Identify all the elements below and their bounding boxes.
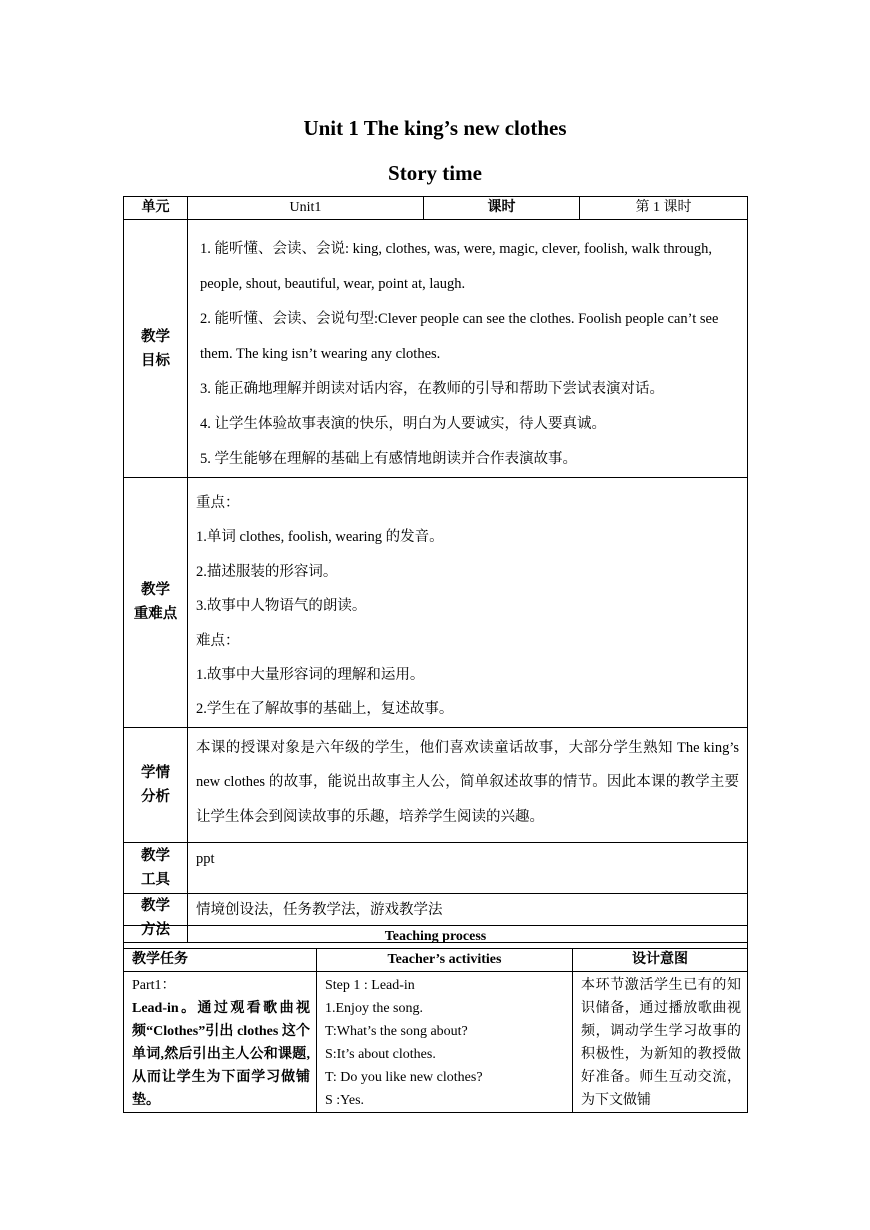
process-heading: Teaching process [124,926,748,949]
analysis-text: 本课的授课对象是六年级的学生，他们喜欢读童话故事，大部分学生熟知 The king’s new clothes 的故事，能说出故事主人公，简单叙述故事的情节。因此本课的教学主要让学生体会到阅读故事的乐趣，培养学生阅读的兴趣。 [188,727,748,842]
key-point-item: 1.故事中大量形容词的理解和运用。 [196,667,425,684]
unit-value: Unit1 [188,197,424,220]
key-point-item: 1.单词 clothes, foolish, wearing 的发音。 [196,529,444,546]
goal-item: 3. 能正确地理解并朗读对话内容，在教师的引导和帮助下尝试表演对话。 [200,381,664,397]
period-value: 第 1 课时 [580,197,748,220]
col-activities-header: Teacher’s activities [317,949,573,972]
document-title: Unit 1 The king’s new clothes [303,116,567,140]
intent-cell: 本环节激活学生已有的知识储备，通过播放歌曲视频，调动学生学习故事的积极性，为新知的教授做好准备。师生互动交流，为下文做铺 [573,972,748,1113]
goal-item: 1. 能听懂、会读、会说: king, clothes, was, were, magic, clever, foolish, walk through, people, shout, beautiful, wear, point at, laugh. [200,241,713,292]
process-row [124,972,748,1113]
key-point-item: 难点： [196,632,240,649]
key-point-item: 重点： [196,495,240,511]
activity-line: T: Do you like new clothes? [325,1070,483,1085]
task-description: Lead-in。通过观看歌曲视频“Clothes”引出 clothes 这个单词,然后引出主人公和课题,从而让学生为下面学习做铺垫。 [132,1001,310,1108]
document-subtitle: Story time [388,161,482,185]
tools-row [124,842,748,893]
col-intent-header: 设计意图 [573,949,748,972]
goals-content [188,220,748,478]
key-point-item: 3.故事中人物语气的朗读。 [196,598,367,615]
teaching-process-table [123,925,748,1113]
methods-text: 情境创设法，任务教学法，游戏教学法 [188,893,748,942]
goal-item: 5. 学生能够在理解的基础上有感情地朗读并合作表演故事。 [200,451,577,467]
tools-text: ppt [188,842,748,893]
col-task-header: 教学任务 [124,949,317,972]
goals-row [124,220,748,478]
task-cell [124,972,317,1113]
goals-label: 教学 目标 [124,220,188,478]
period-label: 课时 [424,197,580,220]
key-points-row [124,478,748,728]
activity-line: Step 1 : Lead-in [325,978,415,993]
activities-cell [317,972,573,1113]
activity-line: S:It’s about clothes. [325,1047,436,1062]
activity-line: T:What’s the song about? [325,1024,468,1039]
goal-item: 2. 能听懂、会读、会说句型:Clever people can see the clothes. Foolish people can’t see them. The king isn’t wearing any clothes. [200,311,719,362]
analysis-label: 学情 分析 [124,727,188,842]
activity-line: S :Yes. [325,1093,365,1108]
goal-item: 4. 让学生体验故事表演的快乐，明白为人要诚实，待人要真诚。 [200,416,606,432]
process-heading-row [124,926,748,949]
process-column-headers [124,949,748,972]
tools-label: 教学 工具 [124,842,188,893]
unit-label: 单元 [124,197,188,220]
key-points-label: 教学 重难点 [124,478,188,728]
header-row [124,197,748,220]
analysis-row [124,727,748,842]
lesson-info-table [123,196,748,943]
activity-line: 1.Enjoy the song. [325,1001,423,1016]
key-point-item: 2.描述服装的形容词。 [196,563,338,580]
task-part: Part1： [132,978,176,993]
key-point-item: 2.学生在了解故事的基础上，复述故事。 [196,701,454,718]
key-points-content [188,478,748,728]
methods-label: 教学 方法 [124,893,188,942]
